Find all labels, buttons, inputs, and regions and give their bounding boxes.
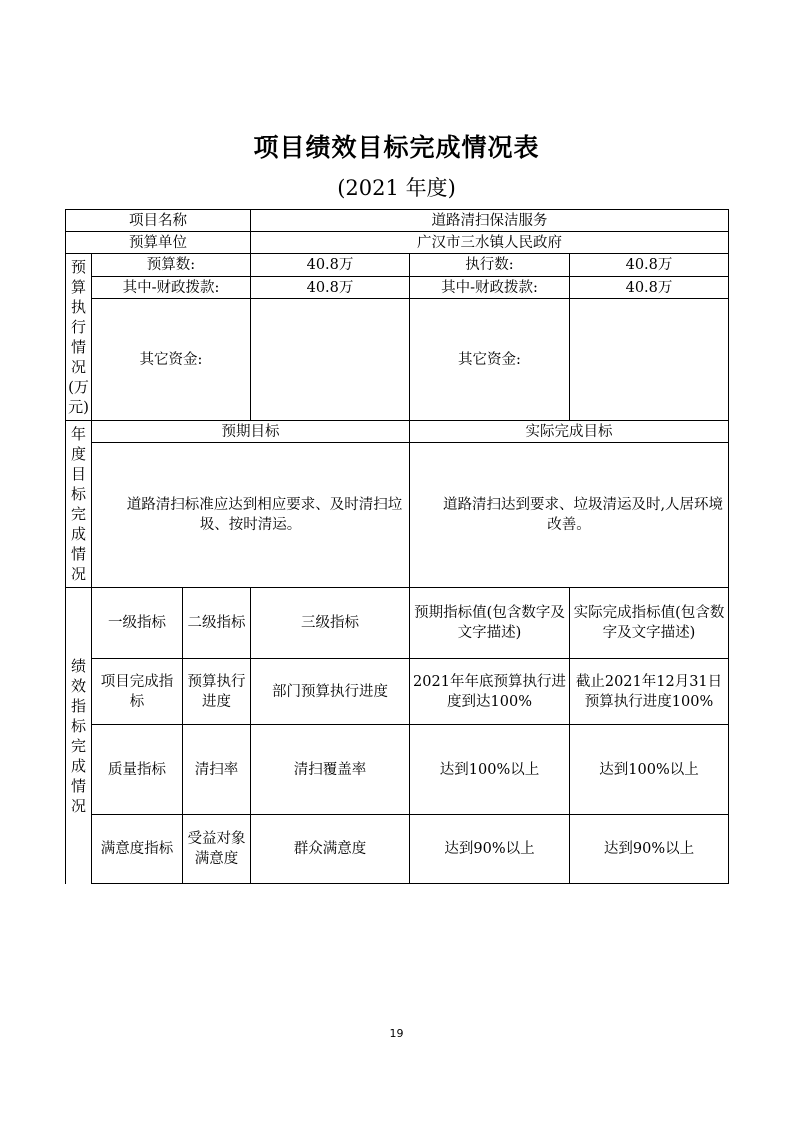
- row-level1: 项目完成指标: [92, 659, 183, 725]
- header-level1: 一级指标: [92, 588, 183, 659]
- table-row: [66, 815, 729, 884]
- budget-amount-label: 预算数:: [92, 254, 251, 277]
- row-expected-value: 达到90%以上: [410, 815, 570, 884]
- row-budget-amount: [66, 254, 729, 277]
- fiscal-value-1: 40.8万: [251, 277, 410, 299]
- header-actual-value: 实际完成指标值(包含数字及文字描述): [570, 588, 729, 659]
- actual-target-header: 实际完成目标: [410, 421, 729, 443]
- page-title: 项目绩效目标完成情况表: [253, 133, 540, 162]
- row-other-funds: [66, 299, 729, 421]
- row-level2: 预算执行进度: [183, 659, 251, 725]
- row-annual-text: [66, 443, 729, 588]
- row-level3: 群众满意度: [251, 815, 410, 884]
- header-level3: 三级指标: [251, 588, 410, 659]
- budget-unit-value: 广汉市三水镇人民政府: [251, 232, 729, 254]
- subtitle-close: ): [447, 176, 456, 200]
- row-expected-value: 达到100%以上: [410, 725, 570, 815]
- row-level1: 质量指标: [92, 725, 183, 815]
- page-subtitle: [0, 172, 793, 202]
- header-expected-value: 预期指标值(包含数字及文字描述): [410, 588, 570, 659]
- row-actual-value: 达到100%以上: [570, 725, 729, 815]
- row-project-name: [66, 210, 729, 232]
- row-level2: 受益对象满意度: [183, 815, 251, 884]
- exec-amount-label: 执行数:: [410, 254, 570, 277]
- budget-unit-label: 预算单位: [66, 232, 251, 254]
- page-number: 19: [389, 1027, 404, 1040]
- project-name-label: 项目名称: [66, 210, 251, 232]
- budget-amount-value: 40.8万: [251, 254, 410, 277]
- row-actual-value: 达到90%以上: [570, 815, 729, 884]
- performance-side-label: 绩 效 指 标 完 成 情 况: [66, 588, 92, 884]
- row-level1: 满意度指标: [92, 815, 183, 884]
- annual-side-label: 年 度 目 标 完 成 情 况: [66, 421, 92, 588]
- performance-table: [65, 209, 729, 884]
- budget-side-label: 预 算 执 行 情 况 (万 元): [66, 254, 92, 421]
- other-funds-label-2: 其它资金:: [410, 299, 570, 421]
- table-row: [66, 659, 729, 725]
- row-fiscal: [66, 277, 729, 299]
- actual-target-text: 道路清扫达到要求、垃圾清运及时,人居环境改善。: [410, 443, 729, 588]
- other-funds-value-2: [570, 299, 729, 421]
- row-budget-unit: [66, 232, 729, 254]
- row-indicator-headers: [66, 588, 729, 659]
- expected-target-header: 预期目标: [92, 421, 410, 443]
- fiscal-value-2: 40.8万: [570, 277, 729, 299]
- row-actual-value: 截止2021年12月31日预算执行进度100%: [570, 659, 729, 725]
- project-name-value: 道路清扫保洁服务: [251, 210, 729, 232]
- table-row: [66, 725, 729, 815]
- other-funds-value-1: [251, 299, 410, 421]
- row-level3: 清扫覆盖率: [251, 725, 410, 815]
- row-level2: 清扫率: [183, 725, 251, 815]
- subtitle-suffix: 年度: [405, 176, 448, 200]
- exec-amount-value: 40.8万: [570, 254, 729, 277]
- header-level2: 二级指标: [183, 588, 251, 659]
- row-level3: 部门预算执行进度: [251, 659, 410, 725]
- subtitle-year: 2021: [345, 176, 399, 200]
- other-funds-label-1: 其它资金:: [92, 299, 251, 421]
- expected-target-text: 道路清扫标准应达到相应要求、及时清扫垃圾、按时清运。: [92, 443, 410, 588]
- row-expected-value: 2021年年底预算执行进度到达100%: [410, 659, 570, 725]
- row-annual-headers: [66, 421, 729, 443]
- fiscal-label-2: 其中-财政拨款:: [410, 277, 570, 299]
- subtitle-open: (: [337, 176, 346, 200]
- fiscal-label-1: 其中-财政拨款:: [92, 277, 251, 299]
